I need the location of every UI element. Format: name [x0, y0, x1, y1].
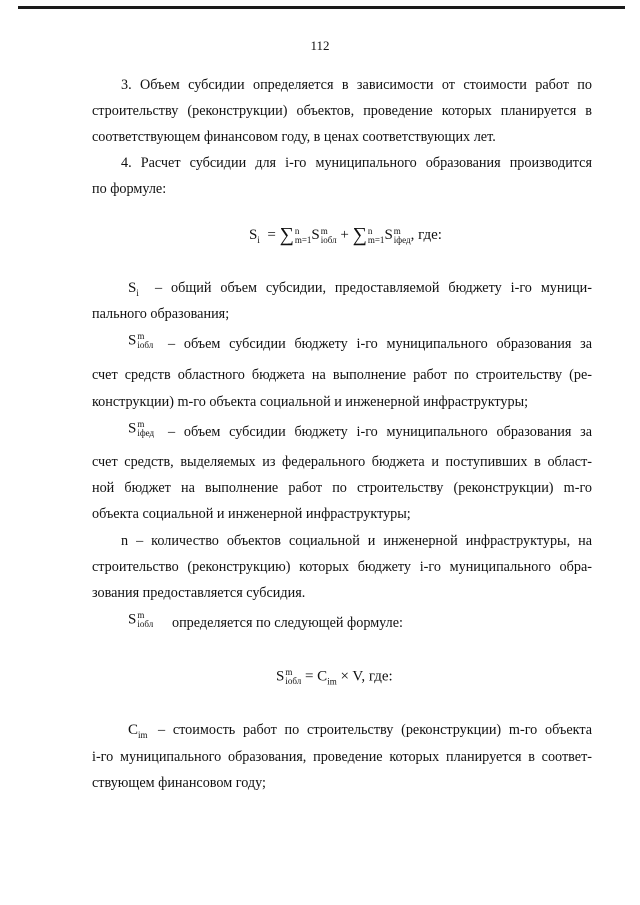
definition-n-line-3: зования предоставляется субсидия. [92, 585, 306, 601]
definition-s-ifed-line-3: ной бюджет на выполнение работ по строительству (реконструкции) m-го [92, 480, 592, 496]
paragraph-4-line-2: по формуле: [92, 181, 167, 197]
formula-subsidy-total: $S_i$ = ∑ n m=1 S m iобл + ∑ n m=1 S m iфед , где: [249, 224, 442, 246]
definition-c-im-line-3: ствующем финансовом году; [92, 775, 266, 791]
paragraph-3-line-3: соответствующем финансовом году, в ценах соответствующих лет. [92, 129, 496, 145]
page-number: 112 [310, 38, 330, 53]
definition-s-i-line-2: пального образования; [92, 306, 230, 322]
definition-s-iobl-line-2: счет средств областного бюджета на выполнение работ по строительству (ре- [92, 367, 592, 383]
top-rule [18, 6, 625, 9]
paragraph-4-line-1: 4. Расчет субсидии для i-го муниципального образования производится [121, 155, 592, 171]
definition-n-line-1: n – количество объектов социальной и инженерной инфраструктуры, на [121, 533, 592, 549]
definition-n-line-2: строительство (реконструкцию) которых бюджету i-го муниципального обра- [92, 559, 592, 575]
formula-subsidy-obl: S m iобл = $C_{im} \times V$, где: [276, 667, 393, 687]
sum-symbol-icon: ∑ [279, 224, 294, 246]
definition-s-ifed-line-4: объекта социальной и инженерной инфраструктуры; [92, 506, 411, 522]
paragraph-3-line-1: 3. Объем субсидии определяется в зависимости от стоимости работ по [121, 77, 592, 93]
sum-symbol-icon: ∑ [352, 224, 367, 246]
definition-s-iobl-line-3: конструкции) m-го объекта социальной и инженерной инфраструктуры; [92, 394, 529, 410]
paragraph-3-line-2: строительству (реконструкции) объектов, проведение которых планируется в [92, 103, 592, 119]
definition-s-ifed-line-2: счет средств, выделяемых из федерального бюджета и поступивших в област- [92, 454, 592, 470]
definition-c-im-line-2: i-го муниципального образования, проведение которых планируется в соответ- [92, 749, 592, 765]
